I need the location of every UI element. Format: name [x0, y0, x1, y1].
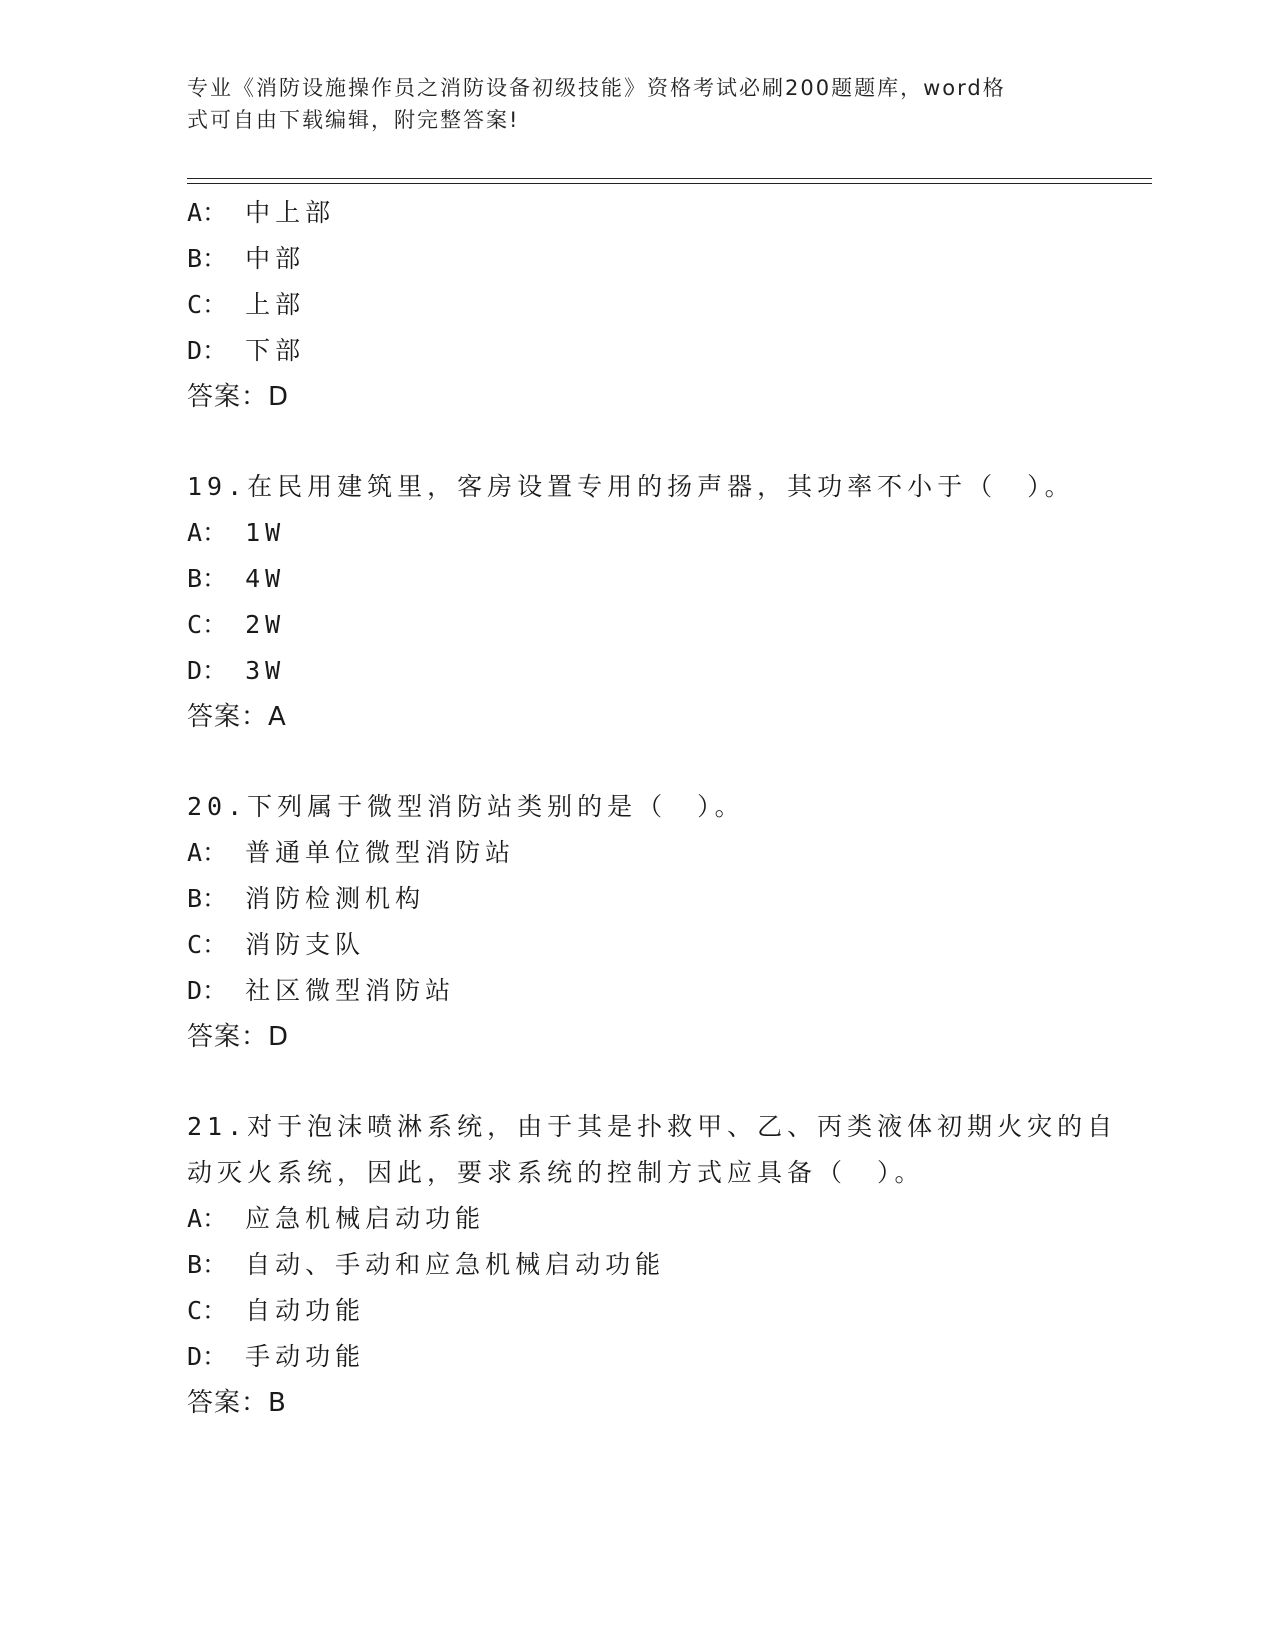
option-b: B： 自动、手动和应急机械启动功能: [187, 1250, 666, 1279]
question-block-18: [187, 190, 1147, 420]
answer-line: 答案：D: [187, 1022, 290, 1052]
question-text: 20.下列属于微型消防站类别的是（ ）。: [187, 792, 745, 821]
option-c: C： 自动功能: [187, 1296, 366, 1325]
question-block-20: [187, 784, 1147, 1060]
answer-line: 答案：A: [187, 702, 287, 732]
option-a: A： 应急机械启动功能: [187, 1204, 486, 1233]
question-text-line-1: 21.对于泡沫喷淋系统，由于其是扑救甲、乙、丙类液体初期火灾的自: [187, 1112, 1118, 1141]
answer-line: 答案：D: [187, 382, 290, 412]
option-d: D： 下部: [187, 336, 306, 365]
question-block-19: [187, 464, 1147, 740]
question-text-line-2: 动灭火系统，因此，要求系统的控制方式应具备（ ）。: [187, 1158, 925, 1187]
option-c: C： 上部: [187, 290, 306, 319]
question-block-21: [187, 1104, 1147, 1426]
question-list: [187, 190, 1147, 1426]
option-b: B： 中部: [187, 244, 306, 273]
option-d: D： 3W: [187, 656, 286, 685]
option-a: A： 普通单位微型消防站: [187, 838, 516, 867]
option-b: B： 4W: [187, 564, 286, 593]
option-c: C： 2W: [187, 610, 286, 639]
question-text: 19.在民用建筑里，客房设置专用的扬声器，其功率不小于（ ）。: [187, 472, 1075, 501]
header-title-line-2: 式可自由下载编辑，附完整答案!: [187, 108, 520, 132]
option-d: D： 手动功能: [187, 1342, 366, 1371]
header-divider-bottom: [187, 183, 1152, 184]
option-c: C： 消防支队: [187, 930, 366, 959]
header-divider-top: [187, 178, 1152, 179]
document-header: [187, 72, 1067, 136]
option-b: B： 消防检测机构: [187, 884, 426, 913]
answer-line: 答案：B: [187, 1388, 287, 1418]
option-a: A： 1W: [187, 518, 286, 547]
header-title-line-1: 专业《消防设施操作员之消防设备初级技能》资格考试必刷200题题库，word格: [187, 76, 1006, 100]
option-a: A： 中上部: [187, 198, 336, 227]
option-d: D： 社区微型消防站: [187, 976, 456, 1005]
